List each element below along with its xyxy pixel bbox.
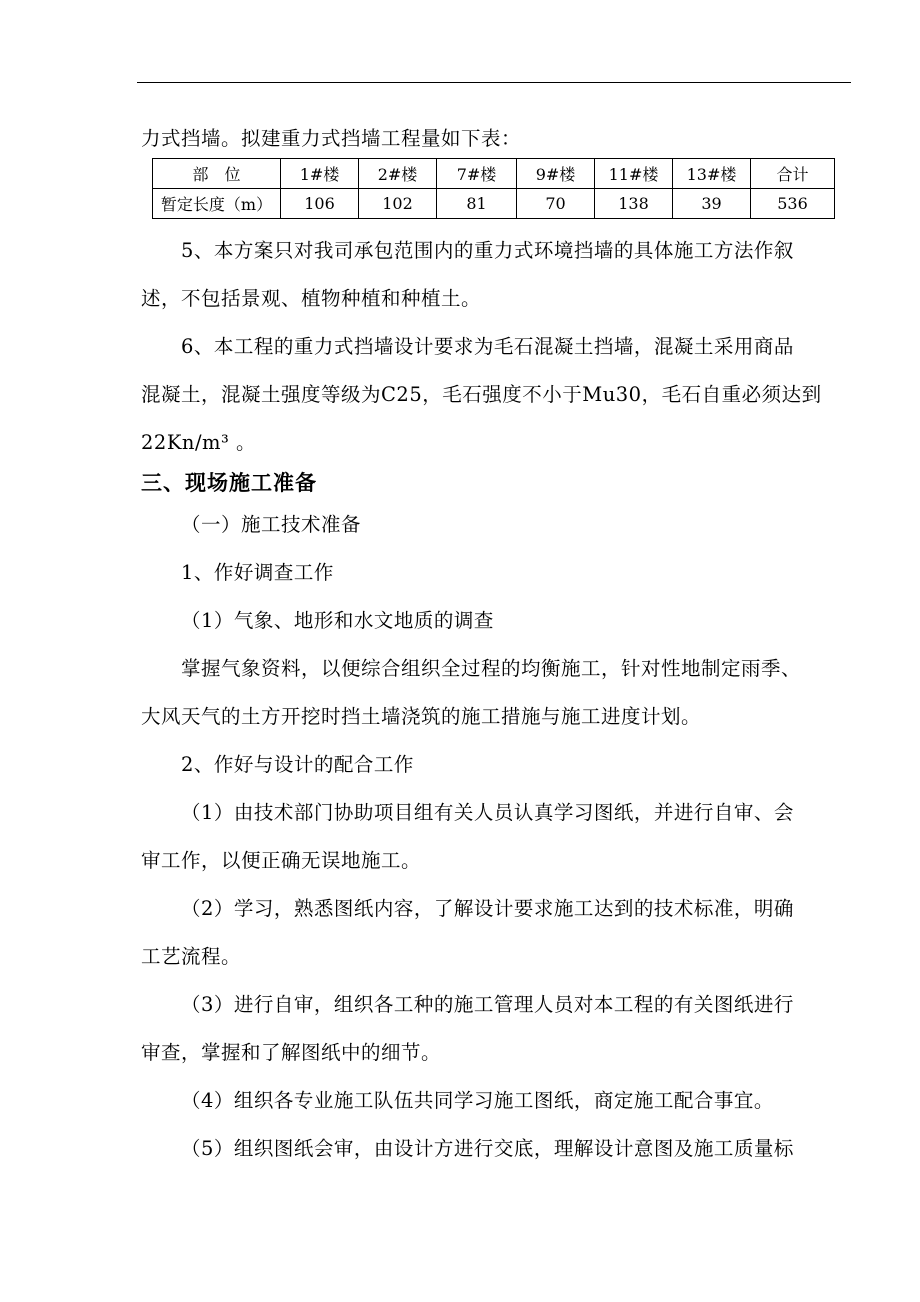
- subsection-title: （一）施工技术准备: [181, 513, 362, 536]
- para6-line1: 6、本工程的重力式挡墙设计要求为毛石混凝土挡墙，混凝土采用商品: [181, 335, 794, 358]
- table-cell: 138: [595, 189, 673, 219]
- para6-line3: 22Kn/m³ 。: [141, 431, 257, 454]
- item2-2-line2: 工艺流程。: [141, 945, 242, 968]
- table-header-cell: 11#楼: [595, 159, 673, 189]
- item2-3-line1: （3）进行自审，组织各工种的施工管理人员对本工程的有关图纸进行: [181, 993, 794, 1016]
- item2-4-line: （4）组织各专业施工队伍共同学习施工图纸，商定施工配合事宜。: [181, 1089, 774, 1112]
- table-cell: 39: [673, 189, 751, 219]
- section-heading: 三、现场施工准备: [141, 471, 317, 495]
- table-header-cell: 2#楼: [359, 159, 437, 189]
- table-cell: 536: [751, 189, 835, 219]
- intro-line: 力式挡墙。拟建重力式挡墙工程量如下表：: [141, 127, 522, 150]
- para6-line2: 混凝土，混凝土强度等级为C25，毛石强度不小于Mu30，毛石自重必须达到: [141, 383, 822, 406]
- item2-1-line1: （1）由技术部门协助项目组有关人员认真学习图纸，并进行自审、会: [181, 801, 794, 824]
- header-rule: [137, 82, 851, 83]
- table-cell: 102: [359, 189, 437, 219]
- table-cell: 81: [437, 189, 517, 219]
- weather-para-line1: 掌握气象资料，以便综合组织全过程的均衡施工，针对性地制定雨季、: [181, 657, 802, 680]
- table-header-cell: 7#楼: [437, 159, 517, 189]
- table-header-cell: 13#楼: [673, 159, 751, 189]
- para5-line1: 5、本方案只对我司承包范围内的重力式环境挡墙的具体施工方法作叙: [181, 239, 794, 262]
- table-header-cell: 9#楼: [517, 159, 595, 189]
- weather-para-line2: 大风天气的土方开挖时挡土墙浇筑的施工措施与施工进度计划。: [141, 705, 702, 728]
- item2-2-line1: （2）学习，熟悉图纸内容，了解设计要求施工达到的技术标准，明确: [181, 897, 794, 920]
- item2-title: 2、作好与设计的配合工作: [181, 753, 414, 776]
- item2-5-line: （5）组织图纸会审，由设计方进行交底，理解设计意图及施工质量标: [181, 1137, 794, 1160]
- table-cell: 暂定长度（m）: [153, 189, 281, 219]
- table-header-cell: 1#楼: [281, 159, 359, 189]
- item1-1-title: （1）气象、地形和水文地质的调查: [181, 609, 494, 632]
- para5-line2: 述，不包括景观、植物种植和种植土。: [141, 287, 482, 310]
- item2-3-line2: 审查，掌握和了解图纸中的细节。: [141, 1041, 442, 1064]
- item1-title: 1、作好调查工作: [181, 561, 334, 584]
- table-row: [153, 189, 835, 219]
- table-header-row: [153, 159, 835, 189]
- item2-1-line2: 审工作，以便正确无误地施工。: [141, 849, 422, 872]
- table-cell: 70: [517, 189, 595, 219]
- table-header-cell: 部 位: [153, 159, 281, 189]
- wall-quantity-table: [152, 158, 835, 219]
- table-cell: 106: [281, 189, 359, 219]
- table-header-cell: 合计: [751, 159, 835, 189]
